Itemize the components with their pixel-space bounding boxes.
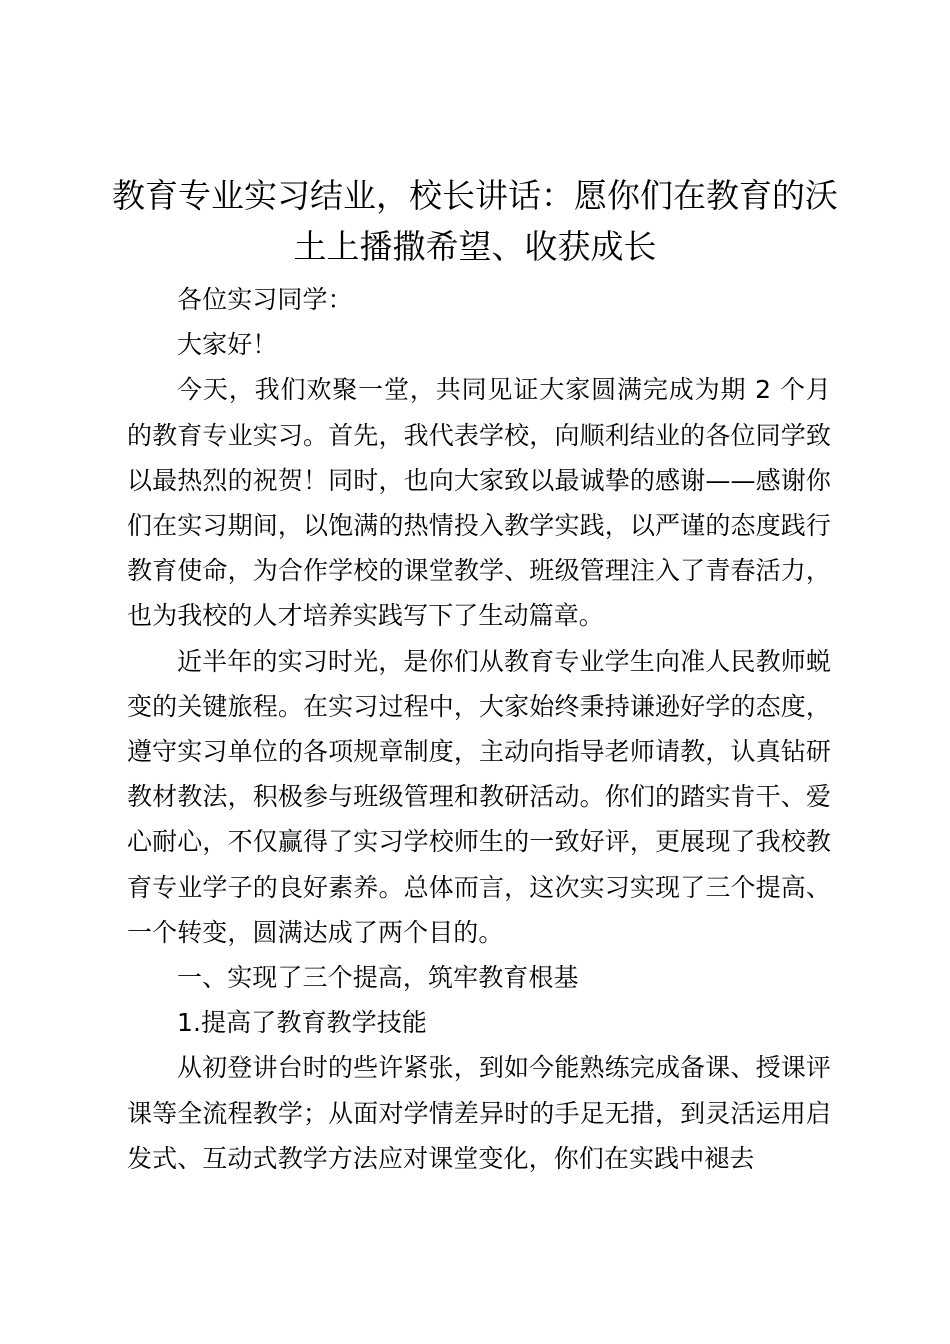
document-body (127, 277, 831, 1181)
subsection-heading-1-1: 1.提高了教育教学技能 (177, 1008, 427, 1038)
paragraph-opening: 今天，我们欢聚一堂，共同见证大家圆满完成为期 2 个月的教育专业实习。首先，我代表学校，向顺利结业的各位同学致以最热烈的祝贺！同时，也向大家致以最诚挚的感谢——感谢你们在实习期间，以饱满的热情投入教学实践，以严谨的态度践行教育使命，为合作学校的课堂教学、班级管理注入了青春活力，也为我校的人才培养实践写下了生动篇章。 (127, 375, 831, 631)
section-heading-1: 一、实现了三个提高，筑牢教育根基 (177, 963, 579, 993)
greeting: 大家好！ (177, 330, 278, 360)
document-title: 教育专业实习结业，校长讲话：愿你们在教育的沃土上播撒希望、收获成长 (112, 176, 838, 266)
paragraph-teaching-skills: 从初登讲台时的些许紧张，到如今能熟练完成备课、授课评课等全流程教学；从面对学情差异时的手足无措，到灵活运用启发式、互动式教学方法应对课堂变化，你们在实践中褪去 (127, 1053, 831, 1173)
salutation: 各位实习同学： (177, 285, 353, 314)
paragraph-internship-review: 近半年的实习时光，是你们从教育专业学生向准人民教师蜕变的关键旅程。在实习过程中，大家始终秉持谦逊好学的态度，遵守实习单位的各项规章制度，主动向指导老师请教，认真钻研教材教法，积极参与班级管理和教研活动。你们的踏实肯干、爱心耐心，不仅赢得了实习学校师生的一致好评，更展现了我校教育专业学子的良好素养。总体而言，这次实习实现了三个提高、一个转变，圆满达成了两个目的。 (127, 646, 831, 947)
